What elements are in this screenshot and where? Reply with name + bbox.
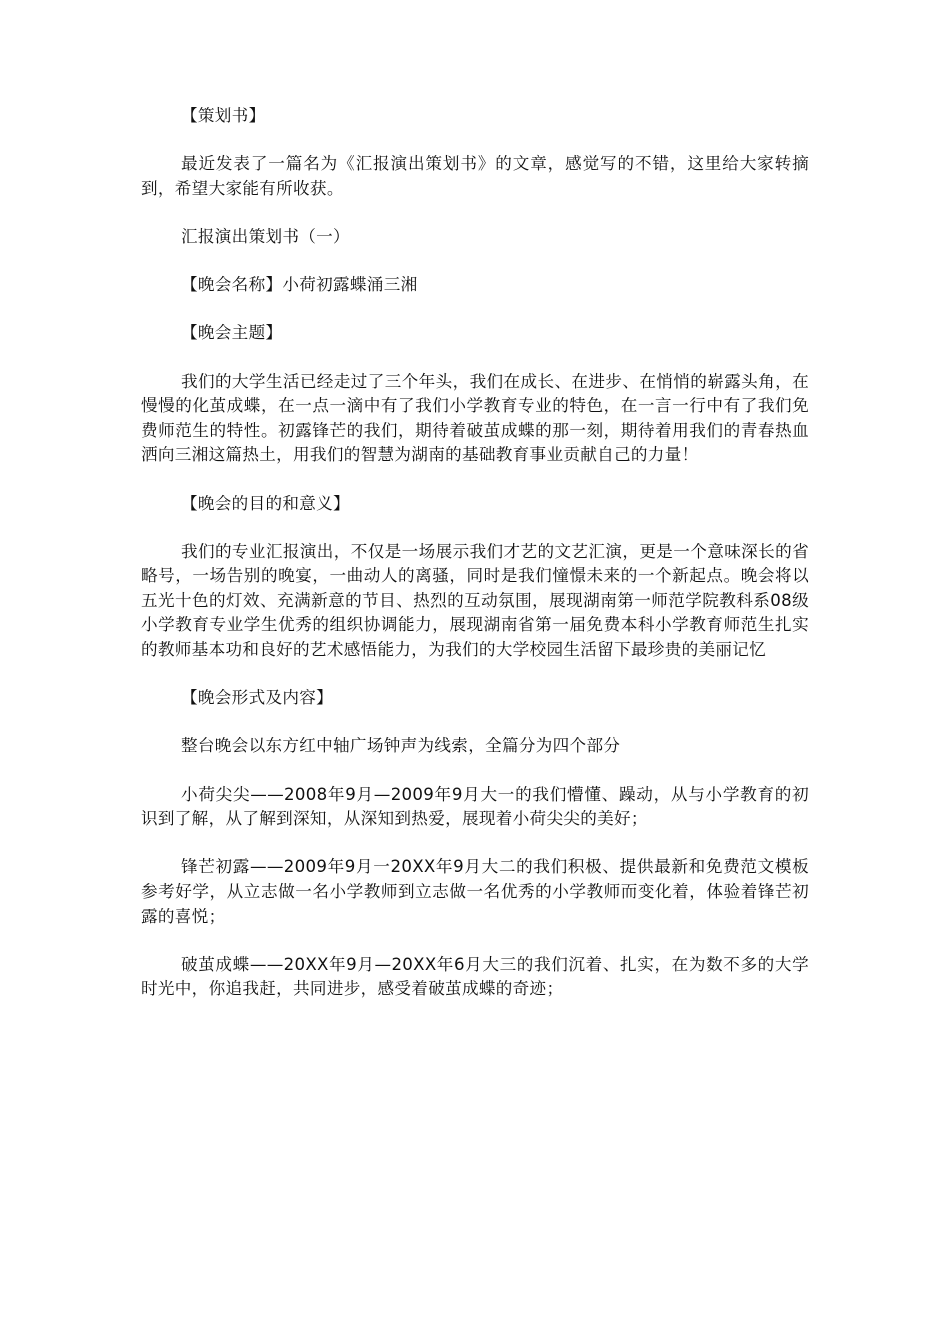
heading-format: 【晚会形式及内容】: [181, 688, 334, 708]
purpose-paragraph: 我们的专业汇报演出，不仅是一场展示我们才艺的文艺汇演，更是一个意味深长的省略号，一场告别的晚宴，一曲动人的离骚，同时是我们憧憬未来的一个新起点。晚会将以五光十色的灯效、充满新意的节目、热烈的互动氛围，展现湖南第一师范学院教科系08级小学教育专业学生优秀的组织协调能力，展现湖南省第一届免费本科小学教育师范生扎实的教师基本功和良好的艺术感悟能力，为我们的大学校园生活留下最珍贵的美丽记忆: [141, 541, 809, 660]
format-paragraph: 整台晚会以东方红中轴广场钟声为线索，全篇分为四个部分: [181, 736, 621, 756]
theme-paragraph: 我们的大学生活已经走过了三个年头，我们在成长、在进步、在悄悄的崭露头角，在慢慢的化茧成蝶，在一点一滴中有了我们小学教育专业的特色，在一言一行中有了我们免费师范生的特性。初露锋芒的我们，期待着破茧成蝶的那一刻，期待着用我们的青春热血洒向三湘这篇热土，用我们的智慧为湖南的基础教育事业贡献自己的力量！: [141, 371, 809, 465]
part-one-paragraph: 小荷尖尖——2008年9月—2009年9月大一的我们懵懂、躁动，从与小学教育的初识到了解，从了解到深知，从深知到热爱，展现着小荷尖尖的美好；: [141, 784, 809, 829]
intro-paragraph: 最近发表了一篇名为《汇报演出策划书》的文章，感觉写的不错，这里给大家转摘到，希望大家能有所收获。: [141, 154, 809, 198]
heading-purpose: 【晚会的目的和意义】: [181, 493, 350, 513]
heading-planning-book: 【策划书】: [181, 106, 266, 125]
event-name: 【晚会名称】小荷初露蝶涌三湘: [181, 275, 418, 295]
section-title: 汇报演出策划书（一）: [181, 226, 350, 246]
heading-event-theme: 【晚会主题】: [181, 323, 283, 343]
part-two-paragraph: 锋芒初露——2009年9月一20XX年9月大二的我们积极、提供最新和免费范文模板参考好学，从立志做一名小学教师到立志做一名优秀的小学教师而变化着，体验着锋芒初露的喜悦；: [141, 857, 809, 926]
document-body: [141, 104, 809, 1002]
part-three-paragraph: 破茧成蝶——20XX年9月—20XX年6月大三的我们沉着、扎实，在为数不多的大学时光中，你追我赶，共同进步，感受着破茧成蝶的奇迹；: [141, 954, 809, 999]
